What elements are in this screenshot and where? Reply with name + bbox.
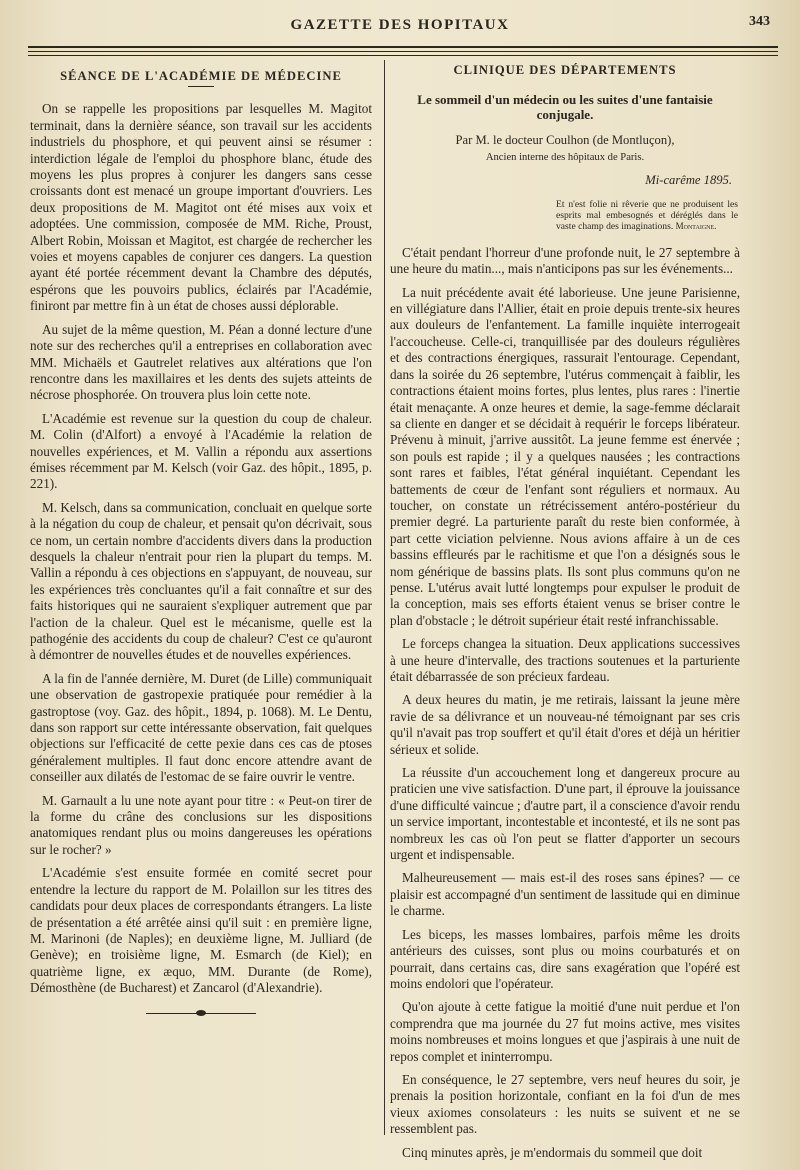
paragraph: La réussite d'un accouchement long et dangereux procure au praticien une vive satisfaction. D'une part, il éprouve la jouissance d'une difficulté vaincue ; d'autre part, il a conscience d'avoir rendu un service important, incontestable et incontesté, et ils ne sont pas nombreux les cas où l'on peut se flatter d'apporter un secours urgent et indispensable. [390,765,740,863]
paragraph: A la fin de l'année dernière, M. Duret (de Lille) communiquait une observation de gastropexie pratiquée pour remédier à la gastroptose (voy. Gaz. des hôpit., 1894, p. 1068). M. Le Dentu, dans son rapport sur cette intéressante observation, fait quelques objections sur l'efficacité de cette pexie dans ces cas de ptoses généralement multiples. Il faut donc encore attendre avant de conseiller aux dilatés de l'estomac de se faire ouvrir le ventre. [30,670,372,785]
end-ornament [146,1009,256,1019]
dateline: Mi-carême 1895. [645,173,732,188]
article-title: Le sommeil d'un médecin ou les suites d'une fantaisie conjugale. [417,92,713,123]
epigraph-author: Montaigne. [675,221,717,232]
paragraph: On se rappelle les propositions par lesquelles M. Magitot terminait, dans la dernière séance, son travail sur les accidents industriels du phosphore, et qui peuvent ainsi se résumer : interdiction légale de l'emploi du phosphore blanc, étude des moyens les plus propres à conjurer les dangers sans cesse croissants dont est menacé un groupe important d'ouvriers. Les deux propositions de M. Magitot ont été mises aux voix et adoptées. Une commission, composée de MM. Riche, Proust, Albert Robin, Moissan et Magitot, est chargée de rechercher les voies et moyens capables de conjurer ces dangers. La question ayant été portée récemment devant la Chambre des députés, espérons que les pouvoirs publics, éclairés par l'Académie, finiront par mettre fin à un état de choses aussi déplorable. [30,101,372,314]
epigraph [556,199,738,233]
paragraph: Qu'on ajoute à cette fatigue la moitié d'une nuit perdue et l'on comprendra que ma journée du 27 fut moins active, mes visites moins nombreuses et moins longues et que j'aspirais à une nuit de repos complet et ininterrompu. [390,999,740,1064]
paragraph: C'était pendant l'horreur d'une profonde nuit, le 27 septembre à une heure du matin..., mais n'anticipons pas sur les événements... [390,244,740,277]
paragraph: M. Kelsch, dans sa communication, concluait en quelque sorte à la négation du coup de chaleur, et pensait qu'on décrivait, sous ce nom, un certain nombre d'accidents divers dans la production desquels la chaleur n'entrait pour rien la plupart du temps. M. Vallin a répondu à ces objections en s'appuyant, de nouveau, sur les expériences très concluantes qu'il a fait connaître et sur des faits historiques qui ne sauraient s'expliquer autrement que par l'action de la chaleur. Quel est le mécanisme, quelle est la pathogénie des accidents du coup de chaleur? C'est ce qu'auront à démontrer de nouvelles études et de nouvelles expériences. [30,499,372,663]
byline-affiliation: Ancien interne des hôpitaux de Paris. [485,151,645,163]
title-rule [188,86,214,87]
byline: Par M. le docteur Coulhon (de Montluçon), [455,133,675,148]
right-column [390,62,740,1161]
page-number: 343 [749,14,770,29]
paragraph: Malheureusement — mais est-il des roses sans épines? — ce plaisir est accompagné d'un sentiment de lassitude qui en diminue le charme. [390,870,740,919]
epigraph-text: Et n'est folie ni rêverie que ne produisent les esprits mal embesognés et déréglés dans le vaste champ des imaginations. [556,198,738,233]
paragraph: L'Académie est revenue sur la question du coup de chaleur. M. Colin (d'Alfort) a envoyé à l'Académie la relation de nouvelles expériences, et M. Vallin a répondu aux assertions émises récemment par M. Kelsch (voir Gaz. des hôpit., 1895, p. 221). [30,410,372,492]
paragraph: La nuit précédente avait été laborieuse. Une jeune Parisienne, en villégiature dans l'Allier, était en proie depuis trente-six heures aux douleurs de l'enfantement. La famille inquiète interrogeait l'accoucheuse. Celle-ci, tranquillisée par des douleurs régulières et des contractions énergiques, rassurait l'entourage. Cependant, dans la soirée du 26 septembre, l'utérus commençait à faiblir, les contractions étaient moins fortes, plus lentes, plus rares : l'inertie était menaçante. A onze heures et demie, la sage-femme déclarait sa cliente en danger et se décidait à requérir le forceps libérateur. Prévenu à minuit, j'arrive aussitôt. La jeune femme est énervée ; son pouls est rapide ; il y a quelques nausées ; les contractions sont rares et faibles, l'état général inquiétant. Cependant les battements de cœur de l'enfant sont réguliers et normaux. Au toucher, on constate un rétrécissement antéro-postérieur du premier degré. La parturiente paraît du reste bien conformée, à part cette viciation pelvienne. Nous avions affaire à un de ces bassins effleurés par le rachitisme et que l'on a désignés sous le nom générique de bassins plats. Ils sont plus communs qu'on ne pense. L'utérus avait lutté longtemps pour expulser le produit de la conception, mais ses efforts étaient venus se briser contre le plan d'obstacle ; le détroit supérieur était resté infranchissable. [390,284,740,628]
column-divider [384,60,385,1135]
section-title: SÉANCE DE L'ACADÉMIE DE MÉDECINE [60,69,342,83]
paragraph: Le forceps changea la situation. Deux applications successives à une heure d'intervalle, des tractions soutenues et la parturiente était débarrassée de son précieux fardeau. [390,636,740,684]
header-rule [28,51,778,52]
paragraph: Les biceps, les masses lombaires, parfois même les droits antérieurs des cuisses, sont plus ou moins courbaturés et on pourrait, dans certains cas, dire sans exagération que l'opéré est moins endolori que l'opérateur. [390,926,740,991]
paragraph: En conséquence, le 27 septembre, vers neuf heures du soir, je prenais la position horizontale, confiant en la foi d'un de mes vieux axiomes consolateurs : les nuits se suivent et ne se ressemblent pas. [390,1071,740,1137]
section-title: CLINIQUE DES DÉPARTEMENTS [453,63,677,77]
running-header: GAZETTE DES HOPITAUX [290,17,510,33]
paragraph: Au sujet de la même question, M. Péan a donné lecture d'une note sur des recherches qu'il a entreprises en collaboration avec MM. Michaëls et Gautrelet relatives aux altérations que l'on rencontre dans les maxillaires et les dents des sujets atteints de nécrose phosphorée. On trouvera plus loin cette note. [30,321,372,403]
header-rule [28,46,778,48]
paragraph: Cinq minutes après, je m'endormais du sommeil que doit [402,1144,703,1160]
paragraph: L'Académie s'est ensuite formée en comité secret pour entendre la lecture du rapport de M. Polaillon sur les titres des candidats pour deux places de correspondants étrangers. La liste de présentation a été arrêtée ainsi qu'il suit : en première ligne, M. Marinoni (de Naples); en deuxième ligne, M. Julliard (de Genève); en troisième ligne, M. Esmarch (de Kiel); en quatrième ligne, ex æquo, MM. Durante (de Rome), Démosthène (de Bucharest) et Zancarol (d'Alexandrie). [30,865,372,996]
header-rule [28,55,778,56]
paragraph: A deux heures du matin, je me retirais, laissant la jeune mère ravie de sa délivrance et un nouveau-né témoignant par ses cris qu'il n'avait pas trop souffert et qu'il était d'ores et déjà un héritier sérieux et solide. [390,692,740,757]
paragraph: M. Garnault a lu une note ayant pour titre : « Peut-on tirer de la forme du crâne des conclusions sur les dispositions anatomiques rendant plus ou moins dangereuses les opérations sur le rocher? » [30,792,372,857]
left-column [30,62,372,1019]
